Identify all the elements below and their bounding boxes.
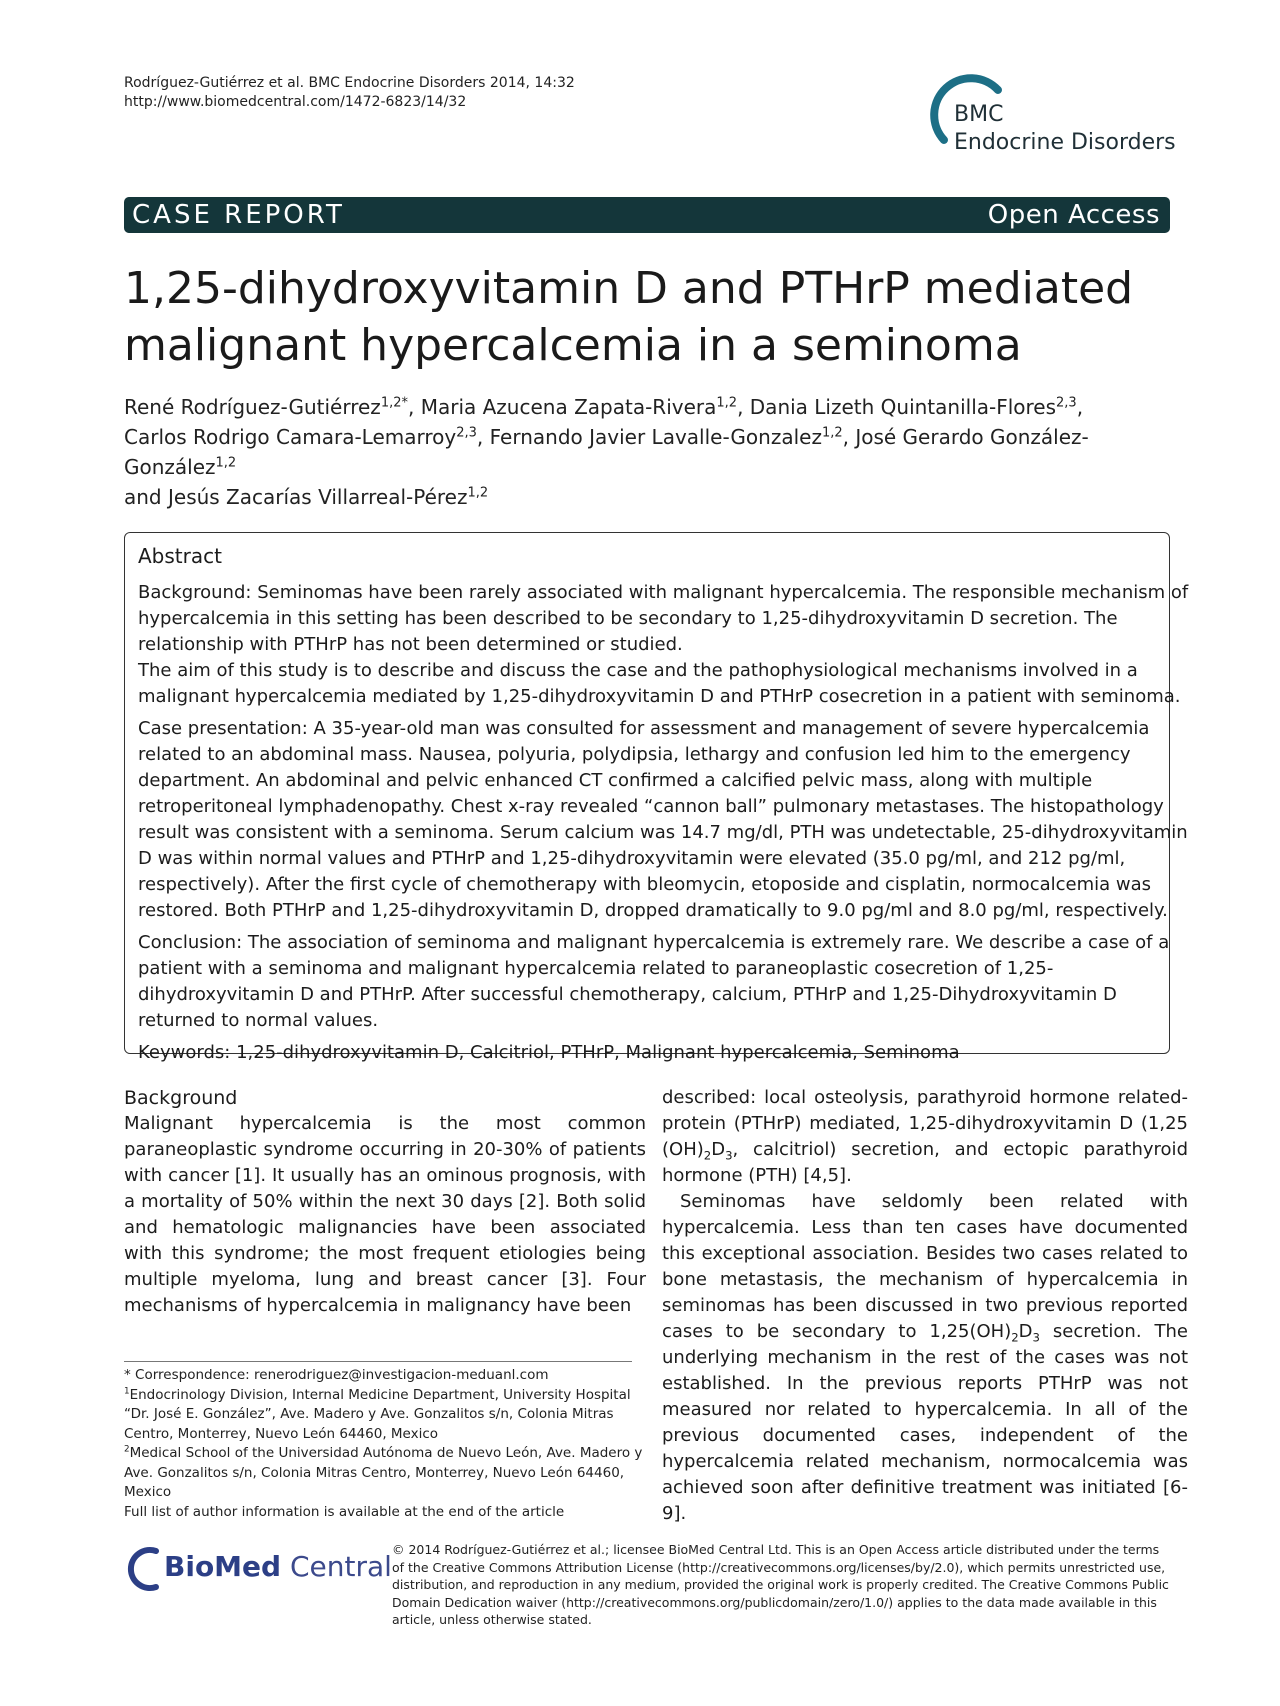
abstract-case-label: Case presentation: xyxy=(138,718,308,739)
author-name: and Jesús Zacarías Villarreal-Pérez xyxy=(124,485,468,509)
author-affiliation: 1,2 xyxy=(215,455,237,471)
abstract-keywords-label: Keywords: xyxy=(138,1042,231,1063)
journal-logo xyxy=(930,74,1180,164)
background-paragraph-3: Seminomas have seldomly been related with hypercalcemia. Less than ten cases have documented this exceptional association. Besides two cases related to bone metastasis, the mechanism of hypercalcemia in seminomas has been discussed in two previous reported cases to be secondary to $1,25(OH)_2D_3$ secretion. The underlying mechanism in the rest of the cases was not established. In the previous reports PTHrP was not measured nor related to hypercalcemia. In all of the previous documented cases, independent of the hypercalcemia related mechanism, normocalcemia was achieved soon after definitive treatment was initiated [6-9]. xyxy=(662,1191,1188,1524)
section-heading-background: Background xyxy=(124,1087,238,1109)
journal-logo-subtitle: Endocrine Disorders xyxy=(954,130,1176,155)
publisher-logo-text: BioMed Central xyxy=(164,1550,392,1583)
author-name: Fernando Javier Lavalle-Gonzalez xyxy=(489,425,822,449)
publisher-logo xyxy=(124,1540,392,1596)
author-line-3 xyxy=(124,482,1184,512)
author-name: Carlos Rodrigo Camara-Lemarroy xyxy=(124,425,457,449)
affiliation-1: $^1$Endocrinology Division, Internal Medicine Department, University Hospital “Dr. José E. González”, Ave. Madero y Ave. Gonzalitos s/n, Colonia Mitras Centro, Monterrey, Nuevo León 64460, Mexico xyxy=(124,1386,631,1442)
footnote-divider xyxy=(124,1361,632,1362)
author-affiliation: 2,3 xyxy=(1056,395,1077,411)
license-text: © 2014 Rodríguez-Gutiérrez et al.; licensee BioMed Central Ltd. This is an Open Access article distributed under the terms of the Creative Commons Attribution License (http://creativecommons.org/licenses/by/2.0), which permits unrestricted use, distribution, and reproduction in any medium, provided the original work is properly credited. The Creative Commons Public Domain Dedication waiver (http://creativecommons.org/publicdomain/zero/1.0/) applies to the data made available in this article, unless otherwise stated. xyxy=(392,1542,1169,1627)
author-name: José Gerardo González-González xyxy=(124,425,1089,479)
author-line-1: René Rodríguez-Gutiérrez$^{1,2*}$, Maria Azucena Zapata-Rivera$^{1,2}$, Dania Lizeth Quintanilla-Flores$^{2,3}$, xyxy=(124,395,1084,419)
author-name: René Rodríguez-Gutiérrez xyxy=(124,395,381,419)
author-affiliation: 1,2 xyxy=(821,425,843,441)
author-affiliation: 1,2 xyxy=(716,395,738,411)
title-line-2: malignant hypercalcemia in a seminoma xyxy=(124,320,1022,371)
running-header xyxy=(124,74,575,112)
right-column xyxy=(662,1085,1188,1527)
abstract-conclusion-text: The association of seminoma and malignant hypercalcemia is extremely rare. We describe a case of a patient with a seminoma and malignant hypercalcemia related to paraneoplastic cosecretion of 1,25-dihydroxyvitamin D and PTHrP. After successful chemotherapy, calcium, PTHrP and 1,25-Dihydroxyvitamin D returned to normal values. xyxy=(138,932,1170,1031)
author-affiliation: 1,2* xyxy=(380,395,408,411)
author-affiliation: 1,2 xyxy=(467,485,489,501)
journal-logo-name: BMC xyxy=(954,102,1004,127)
author-name: Maria Azucena Zapata-Rivera xyxy=(420,395,717,419)
author-line-2: Carlos Rodrigo Camara-Lemarroy$^{2,3}$, Fernando Javier Lavalle-Gonzalez$^{1,2}$, José Gerardo González-González$^{1,2}$ xyxy=(124,425,1089,479)
abstract-aim: The aim of this study is to describe and discuss the case and the pathophysiological mechanisms involved in a malignant hypercalcemia mediated by 1,25-dihydroxyvitamin D and PTHrP cosecretion in a patient with seminoma. xyxy=(138,660,1181,707)
abstract-conclusion xyxy=(138,930,1198,1034)
abstract-case-text: A 35-year-old man was consulted for assessment and management of severe hypercalcemia related to an abdominal mass. Nausea, polyuria, polydipsia, lethargy and confusion led him to the emergency department. An abdominal and pelvic enhanced CT confirmed a calcified pelvic mass, along with multiple retroperitoneal lymphadenopathy. Chest x-ray revealed “cannon ball” pulmonary metastases. The histopathology result was consistent with a seminoma. Serum calcium was 14.7 mg/dl, PTH was undetectable, 25-dihydroxyvitamin D was within normal values and PTHrP and 1,25-dihydroxyvitamin were elevated (35.0 pg/ml, and 212 pg/ml, respectively). After the first cycle of chemotherapy with bleomycin, etoposide and cisplatin, normocalcemia was restored. Both PTHrP and 1,25-dihydroxyvitamin D, dropped dramatically to 9.0 pg/ml and 8.0 pg/ml, respectively. xyxy=(138,718,1188,921)
correspondence-email[interactable]: * Correspondence: renerodriguez@investigacion-meduanl.com xyxy=(124,1367,549,1383)
author-name: Dania Lizeth Quintanilla-Flores xyxy=(749,395,1057,419)
full-author-info-note: Full list of author information is available at the end of the article xyxy=(124,1503,565,1520)
affiliation-2: $^2$Medical School of the Universidad Autónoma de Nuevo León, Ave. Madero y Ave. Gonzalitos s/n, Colonia Mitras Centro, Monterrey, Nuevo León 64460, Mexico xyxy=(124,1444,643,1500)
abstract-box xyxy=(124,532,1189,1063)
citation-line: Rodríguez-Gutiérrez et al. BMC Endocrine Disorders 2014, 14:32 xyxy=(124,75,575,91)
article-type: CASE REPORT xyxy=(132,200,345,230)
left-column xyxy=(124,1085,646,1319)
abstract-case xyxy=(138,716,1198,924)
author-list xyxy=(124,392,1184,512)
article-url[interactable]: http://www.biomedcentral.com/1472-6823/14/32 xyxy=(124,94,467,110)
background-paragraph-1: Malignant hypercalcemia is the most common paraneoplastic syndrome occurring in 20-30% of patients with cancer [1]. It usually has an ominous prognosis, with a mortality of 50% within the next 30 days [2]. Both solid and hematologic malignancies have been associated with this syndrome; the most frequent etiologies being multiple myeloma, lung and breast cancer [3]. Four mechanisms of hypercalcemia in malignancy have been xyxy=(124,1113,646,1316)
abstract-background xyxy=(138,580,1198,658)
abstract-background-label: Background: xyxy=(138,582,252,603)
abstract-background-text: Seminomas have been rarely associated with malignant hypercalcemia. The responsible mechanism of hypercalcemia in this setting has been described to be secondary to 1,25-dihydroxyvitamin D secretion. The relationship with PTHrP has not been determined or studied. xyxy=(138,582,1189,655)
footnotes xyxy=(124,1366,654,1522)
abstract-conclusion-label: Conclusion: xyxy=(138,932,243,953)
abstract-keywords-text: 1,25-dihydroxyvitamin D, Calcitriol, PTHrP, Malignant hypercalcemia, Seminoma xyxy=(236,1042,960,1063)
article-title xyxy=(124,260,1184,374)
open-access-label: Open Access xyxy=(987,200,1160,230)
title-line-1: 1,25-dihydroxyvitamin D and PTHrP mediated xyxy=(124,263,1134,314)
abstract-heading: Abstract xyxy=(138,544,222,568)
author-affiliation: 2,3 xyxy=(456,425,477,441)
abstract-content xyxy=(138,533,1198,1072)
abstract-keywords xyxy=(138,1040,1198,1066)
background-paragraph-2: described: local osteolysis, parathyroid hormone related-protein (PTHrP) mediated, 1,25-dihydroxyvitamin D (1,25 $(OH)_2D_3$, calcitriol) secretion, and ectopic parathyroid hormone (PTH) [4,5]. xyxy=(662,1087,1188,1186)
article-type-banner xyxy=(124,197,1170,233)
biomed-c-icon xyxy=(124,1544,164,1594)
